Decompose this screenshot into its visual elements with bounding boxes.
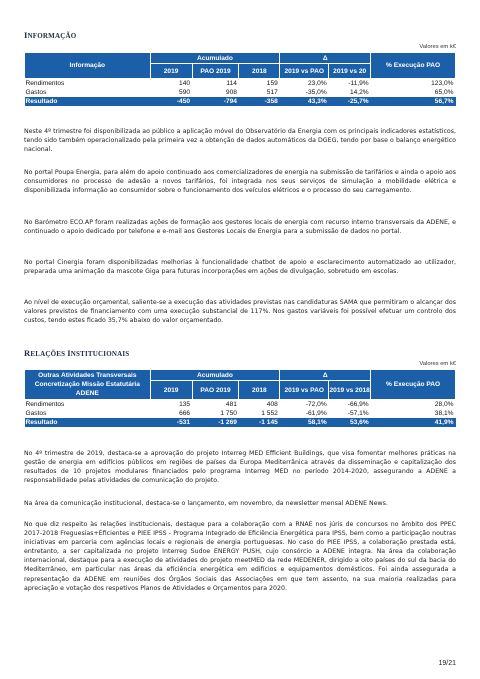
cell: 14,2% bbox=[349, 89, 369, 96]
table-col-header: 2019 bbox=[150, 381, 192, 400]
paragraph: Ao nível de execução orçamental, saliente-se a execução das atividades previstas nas candidaturas SAMA que permitiram o alcançar dos valores previstos de financiamento com uma execução substancial de 117%. Nos gastos variáveis foi possível efetuar um controlo dos custos, tendo estes ficado 35,7% abaixo do valor orçamentado. bbox=[24, 299, 456, 325]
cell: 43,3% bbox=[280, 97, 329, 106]
table-col-header: 2019 vs 20 bbox=[329, 64, 371, 79]
financial-table-informacao bbox=[24, 52, 456, 106]
title-initial: I bbox=[24, 30, 28, 40]
table-row bbox=[25, 79, 456, 89]
cell: -1 269 bbox=[192, 418, 239, 427]
table-header-category: Outras Atividades Transversais Concretização Missão Estatutária ADENE bbox=[25, 370, 151, 400]
table-col-header: 2019 vs 2018 bbox=[329, 381, 371, 400]
table-header-delta: Δ bbox=[280, 53, 371, 64]
table-row-result bbox=[25, 418, 456, 427]
table-col-header: PAO 2019 bbox=[192, 64, 239, 79]
title-rest: NSTITUCIONAIS bbox=[70, 350, 130, 358]
cell: 53,6% bbox=[329, 418, 371, 427]
table-header-delta: Δ bbox=[280, 370, 371, 381]
table-row bbox=[25, 88, 456, 97]
table-col-header: 2018 bbox=[239, 381, 280, 400]
table-col-header: PAO 2019 bbox=[192, 381, 239, 400]
paragraph: No 4º trimestre de 2019, destaca-se a aprovação do projeto Interreg MED Efficient Buildings, que visa fomentar melhores práticas na gestão de energia em edifícios públicos em regiões de países da Europa Mediterrânica através da disseminação e capitalização dos resultados de 10 projetos modulares financiados pelo programa Interreg MED no período 2014-2020, assegurando a ADENE a responsabilidade pelas atividades de comunicação do projeto. bbox=[24, 450, 456, 485]
table-header-execucao: % Execução PAO bbox=[371, 53, 456, 79]
paragraph: Na área da comunicação institucional, destaca-se o lançamento, em novembro, da newsletter mensal ADENE News. bbox=[24, 500, 388, 507]
title-initial: R bbox=[24, 348, 31, 358]
cell: -66,9% bbox=[329, 400, 371, 410]
cell: -35,0% bbox=[305, 89, 327, 96]
units-note: Valores em k€ bbox=[419, 44, 456, 50]
units-note: Valores em k€ bbox=[419, 361, 456, 367]
row-label: Resultado bbox=[25, 418, 151, 427]
cell: 56,7% bbox=[371, 97, 456, 106]
title-initial: I bbox=[67, 348, 71, 358]
cell: 481 bbox=[192, 400, 239, 410]
cell: -794 bbox=[192, 97, 239, 106]
table-row bbox=[25, 409, 456, 418]
cell: 159 bbox=[239, 79, 280, 89]
title-rest: ELAÇÕES bbox=[30, 350, 68, 358]
cell: 38,1% bbox=[434, 410, 454, 417]
table-header-acumulado: Acumulado bbox=[150, 53, 280, 64]
cell: -11,9% bbox=[329, 79, 371, 89]
table-col-header: 2019 bbox=[150, 64, 192, 79]
cell: 408 bbox=[239, 400, 280, 410]
row-label: Resultado bbox=[25, 97, 151, 106]
section-title-informacao bbox=[24, 30, 76, 40]
paragraph: No Barómetro ECO.AP foram realizadas ações de formação aos gestores locais de energia com recurso interno transversais da ADENE, e continuado o apoio dedicado por telefone e e-mail aos Gestores Locais de Energia para a submissão de dados no portal. bbox=[24, 219, 456, 236]
page-number: 19/21 bbox=[438, 660, 456, 667]
cell: -72,0% bbox=[280, 400, 329, 410]
cell: 140 bbox=[150, 79, 192, 89]
row-label: Rendimentos bbox=[25, 79, 151, 89]
paragraph: No portal Poupa Energia, para além do apoio continuado aos comercializadores de energia na submissão de tarifários e ainda o apoio aos consumidores no processo de adesão a novos tarifários, foi integrada nos seus serviços de simulação a mobilidade elétrica e disponibilizada informação ao consumidor sobre o funcionamento dos veículos elétricos e o processo do seu carregamento. bbox=[24, 169, 456, 195]
financial-table-relacoes bbox=[24, 369, 456, 427]
paragraph: Neste 4º trimestre foi disponibilizada ao público a aplicação móvel do Observatório da Energia com os principais indicadores estatísticos, tendo sido também operacionalizado pela primeira vez a obtenção de dados automáticos da DGEG, tendo por base o balanço energético nacional. bbox=[24, 128, 456, 154]
cell: 41,9% bbox=[371, 418, 456, 427]
table-header-acumulado: Acumulado bbox=[150, 370, 280, 381]
paragraph: No que diz respeito às relações institucionais, destaque para a colaboração com a RNAE nos júris de concursos no âmbito dos PPEC 2017-2018 Freguesias+Eficientes e PIEE IPSS - Programa Integrado de Eficiência Energética para IPSS, bem como a participação noutras iniciativas em parceria com agências locais e regionais de energia portuguesas. No caso do PIEE IPSS, a colaboração prestada está, entretanto, a ser capitalizada no projeto Interreg Sudoe ENERGY PUSH, cujo consórcio a ADENE integra. Na área da colaboração internacional, destaque para a execução de atividades do projeto meetMED da rede MEDENER, dirigido a oito países do sul da bacia do Mediterrâneo, em particular nas áreas da eficiência energética em edifícios e equipamentos domésticos. Foi ainda assegurada a representação da ADENE em reuniões dos Órgãos Sociais das Associações em que tem assento, na sua maioria realizadas para apreciação e votação dos respetivos Planos de Atividades e Orçamentos para 2020. bbox=[24, 521, 456, 592]
cell: 23,0% bbox=[280, 79, 329, 89]
cell: -25,7% bbox=[329, 97, 371, 106]
table-row-result bbox=[25, 97, 456, 106]
cell: -358 bbox=[239, 97, 280, 106]
cell: 517 bbox=[266, 89, 278, 96]
cell: 590 bbox=[179, 89, 191, 96]
row-label: Rendimentos bbox=[25, 400, 151, 410]
table-col-header: 2018 bbox=[239, 64, 280, 79]
table-col-header: 2019 vs PAO bbox=[280, 381, 329, 400]
paragraph: No portal Cinergia foram disponibilizadas melhorias à funcionalidade chatbot de apoio e esclarecimento automatizado ao utilizador, preparada uma animação da mascote Giga para futuras incorporações em ações de divulgação, sobretudo em escolas. bbox=[24, 259, 456, 276]
row-label: Gastos bbox=[25, 89, 47, 96]
cell: 908 bbox=[225, 89, 237, 96]
cell: -57,1% bbox=[347, 410, 369, 417]
cell: -1 145 bbox=[239, 418, 280, 427]
cell: -61,9% bbox=[305, 410, 327, 417]
table-row bbox=[25, 400, 456, 410]
cell: 135 bbox=[150, 400, 192, 410]
table-col-header: 2019 vs PAO bbox=[280, 64, 329, 79]
table-header-category: Informação bbox=[25, 53, 151, 79]
row-label: Gastos bbox=[25, 410, 47, 417]
cell: 1 552 bbox=[261, 410, 278, 417]
cell: 1 750 bbox=[220, 410, 237, 417]
cell: 28,0% bbox=[371, 400, 456, 410]
title-rest: NFORMAÇÃO bbox=[27, 32, 77, 40]
section-title-relacoes bbox=[24, 348, 129, 358]
table-header-execucao: % Execução PAO bbox=[371, 370, 456, 400]
cell: 65,0% bbox=[434, 89, 454, 96]
cell: 666 bbox=[179, 410, 191, 417]
cell: 123,0% bbox=[371, 79, 456, 89]
cell: -450 bbox=[150, 97, 192, 106]
cell: -531 bbox=[150, 418, 192, 427]
cell: 58,1% bbox=[280, 418, 329, 427]
cell: 114 bbox=[192, 79, 239, 89]
